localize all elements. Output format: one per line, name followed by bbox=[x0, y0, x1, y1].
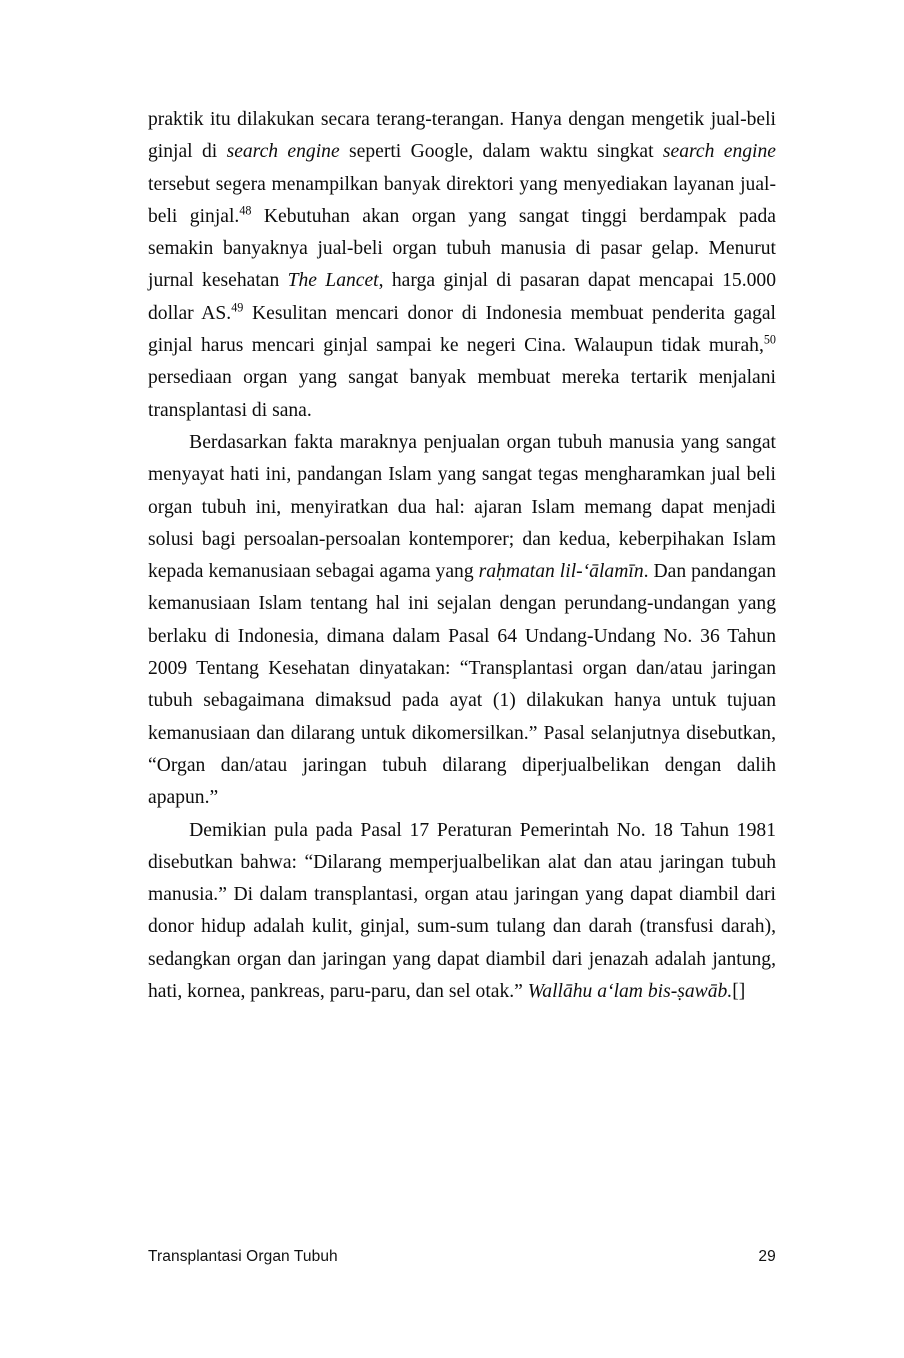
paragraph-2 bbox=[148, 427, 776, 815]
page-footer bbox=[148, 1248, 776, 1266]
paragraph-3-text-a: Demikian pula pada Pasal 17 Peraturan Pemerintah No. 18 Tahun 1981 disebutkan bahwa: “Dilarang memperjualbelikan alat dan atau jaringan tubuh manusia.” Di dalam transplantasi, organ atau jaringan yang dapat diambil dari donor hidup adalah kulit, ginjal, sum-sum tulang dan darah (transfusi darah), sedangkan organ dan jaringan yang dapat diambil dari jenazah adalah jantung, hati, kornea, pankreas, paru-paru, dan sel otak.” bbox=[148, 819, 776, 1003]
page-body bbox=[148, 104, 776, 1008]
paragraph-1-text-a: praktik itu dilakukan secara terang-terangan. Hanya dengan mengetik jual-beli ginjal di bbox=[148, 109, 776, 163]
paragraph-1-text-b: seperti Google, dalam waktu singkat bbox=[339, 141, 663, 163]
paragraph-1-text-e: , harga ginjal di pasaran dapat mencapai 15.000 dollar AS. bbox=[148, 270, 777, 324]
paragraph-3 bbox=[148, 815, 776, 1009]
paragraph-1-text-d: Kebutuhan akan organ yang sangat tinggi berdampak pada semakin banyaknya jual-beli organ tubuh manusia di pasar gelap. Menurut jurnal kesehatan bbox=[148, 205, 776, 292]
paragraph-1-text-c: tersebut segera menampilkan banyak direktori yang menyediakan layanan jual-beli ginjal. bbox=[148, 173, 776, 227]
paragraph-1-text-f: Kesulitan mencari donor di Indonesia membuat penderita gagal ginjal harus mencari ginjal sampai ke negeri Cina. Walaupun tidak murah, bbox=[148, 302, 777, 357]
paragraph-3-text-b: [] bbox=[732, 981, 746, 1003]
paragraph-1-text-g: persediaan organ yang sangat banyak membuat mereka tertarik menjalani transplantasi di sana. bbox=[148, 367, 776, 421]
paragraph-2-text-b: . Dan pandangan kemanusiaan Islam tentang hal ini sejalan dengan perundang-undangan yang berlaku di Indonesia, dimana dalam Pasal 64 Undang-Undang No. 36 Tahun 2009 Tentang Kesehatan dinyatakan: “Transplantasi organ dan/atau jaringan tubuh sebagaimana dimaksud pada ayat (1) dilakukan hanya untuk tujuan kemanusiaan dan dilarang untuk dikomersilkan.” Pasal selanjutnya disebutkan, “Organ dan/atau jaringan tubuh dilarang diperjualbelikan dengan dalih apapun.” bbox=[148, 561, 776, 809]
paragraph-1 bbox=[148, 104, 776, 427]
paragraph-1-italic-1: search engine bbox=[226, 141, 340, 163]
paragraph-1-italic-2: search engine bbox=[662, 141, 776, 163]
page-number: 29 bbox=[758, 1248, 776, 1265]
paragraph-2-text-a: Berdasarkan fakta maraknya penjualan organ tubuh manusia yang sangat menyayat hati ini, pandangan Islam yang sangat tegas mengharamkan jual beli organ tubuh ini, menyiratkan dua hal: ajaran Islam memang dapat menjadi solusi bagi persoalan-persoalan kontemporer; dan kedua, keberpihakan Islam kepada kemanusiaan sebagai agama yang bbox=[148, 431, 776, 583]
paragraph-3-italic-1: Wallāhu a‘lam bis-ṣawāb. bbox=[527, 981, 733, 1003]
paragraph-1-italic-3: The Lancet bbox=[287, 270, 379, 292]
running-head: Transplantasi Organ Tubuh bbox=[148, 1248, 338, 1265]
footnote-marker-50: 50 bbox=[763, 332, 776, 347]
footnote-marker-49: 49 bbox=[231, 300, 244, 315]
footnote-marker-48: 48 bbox=[239, 203, 252, 218]
paragraph-2-italic-1: raḥmatan lil-‘ālamīn bbox=[478, 561, 644, 583]
